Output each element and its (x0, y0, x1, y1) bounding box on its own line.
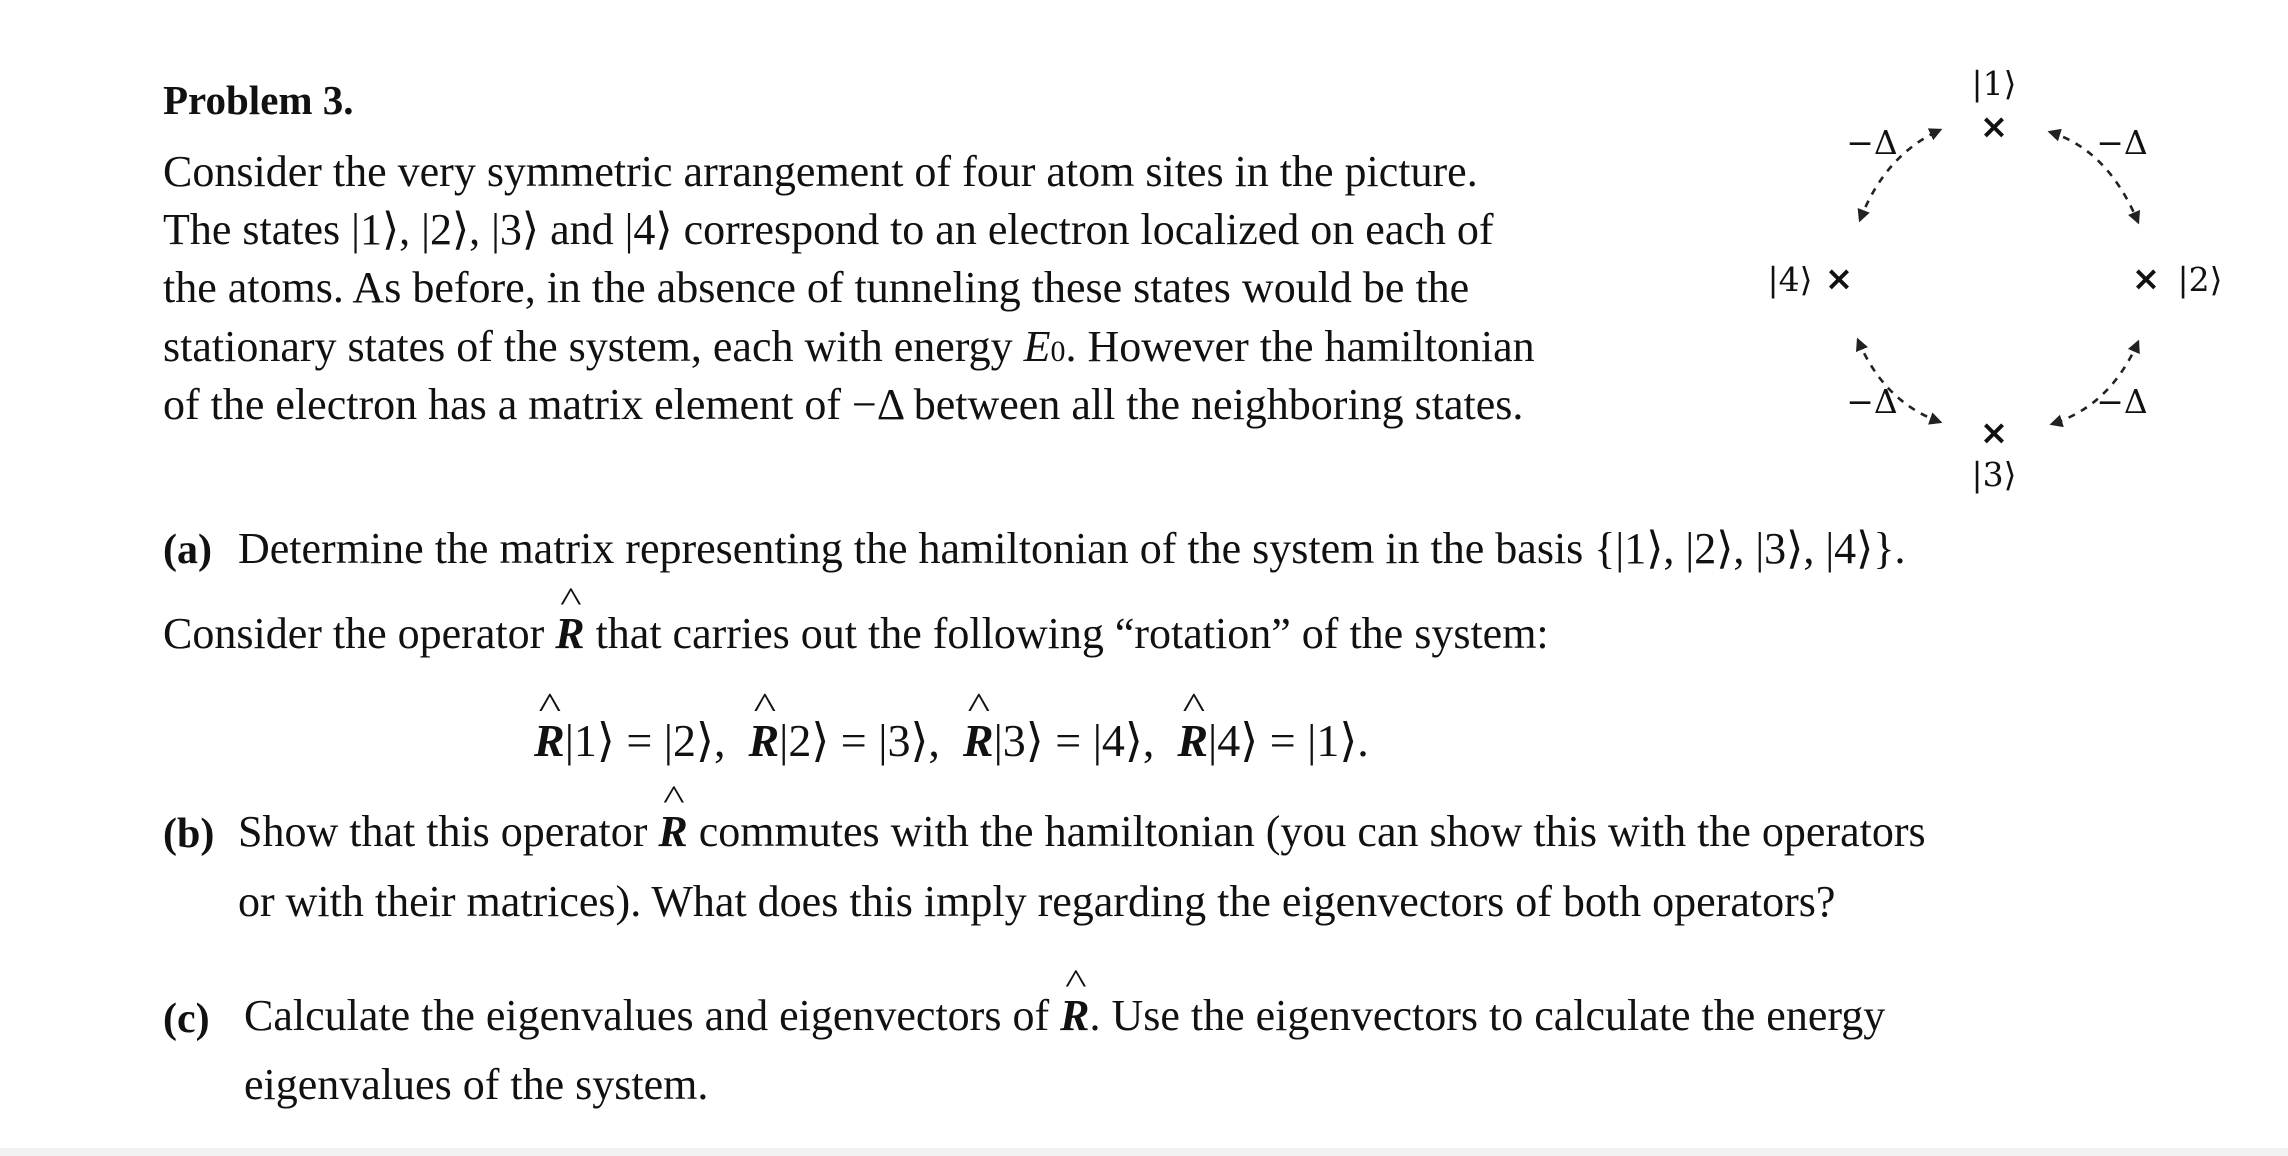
energy-subscript: 0 (1050, 335, 1066, 368)
intro-line-2: The states |1⟩, |2⟩, |3⟩ and |4⟩ correspond to an electron localized on each of (163, 205, 1494, 254)
part-b-operator-symbol: ^ R (658, 810, 687, 854)
eq-operator-1: ^ R (534, 718, 565, 764)
part-b-line-2: or with their matrices). What does this imply regarding the eigenvectors of both operators? (238, 877, 1836, 926)
part-c-line-1-suffix: . Use the eigenvectors to calculate the energy (1089, 991, 1886, 1040)
four-site-ring-diagram (1760, 50, 2240, 500)
part-c-line-1-prefix: Calculate the eigenvalues and eigenvectors of (244, 991, 1061, 1040)
part-a-text: Determine the matrix representing the hamiltonian of the system in the basis {|1⟩, |2⟩, |3⟩, |4⟩}. (238, 524, 1906, 573)
eq-part-1: |1⟩ = |2⟩, (564, 715, 749, 766)
part-b-line-1-suffix: commutes with the hamiltonian (you can show this with the operators (687, 807, 1926, 856)
part-a-label: (a) (163, 527, 212, 573)
eq-operator-3: ^ R (963, 718, 994, 764)
coupling-label-3-4: −Δ (1846, 382, 1898, 421)
operator-intro-prefix: Consider the operator (163, 609, 556, 658)
part-b-line-1 (238, 807, 1926, 856)
coupling-label-1-2: −Δ (2096, 123, 2148, 162)
intro-line-4 (163, 322, 1535, 371)
part-c-line-1 (244, 991, 1886, 1040)
site-label-4: |4⟩ (1767, 260, 1813, 299)
site-marker-2: × (2131, 259, 2161, 299)
site-marker-4: × (1824, 259, 1854, 299)
part-c-operator-symbol: ^ R (1060, 994, 1089, 1038)
intro-line-4-suffix: . However the hamiltonian (1065, 322, 1535, 371)
rotation-equation (534, 715, 1369, 766)
part-b-line-1-prefix: Show that this operator (238, 807, 659, 856)
site-marker-1: × (1979, 107, 2009, 147)
intro-line-5: of the electron has a matrix element of −Δ between all the neighboring states. (163, 380, 1524, 429)
part-c-line-2: eigenvalues of the system. (244, 1060, 709, 1109)
site-marker-3: × (1979, 413, 2009, 453)
site-label-1: |1⟩ (1971, 64, 2017, 103)
problem-title: Problem 3. (163, 77, 354, 123)
eq-operator-4: ^ R (1177, 718, 1208, 764)
site-label-2: |2⟩ (2177, 260, 2223, 299)
operator-intro (163, 609, 1549, 658)
rotation-operator-symbol: ^ R (555, 612, 584, 656)
coupling-label-2-3: −Δ (2096, 382, 2148, 421)
site-label-3: |3⟩ (1971, 455, 2017, 494)
coupling-label-4-1: −Δ (1846, 123, 1898, 162)
operator-intro-suffix: that carries out the following “rotation” of the system: (584, 609, 1549, 658)
eq-operator-2: ^ R (748, 718, 779, 764)
part-c-label: (c) (163, 996, 210, 1042)
intro-line-1: Consider the very symmetric arrangement of four atom sites in the picture. (163, 147, 1478, 196)
eq-part-2: |2⟩ = |3⟩, (779, 715, 963, 766)
eq-part-4: |4⟩ = |1⟩. (1208, 715, 1369, 766)
energy-symbol: E (1023, 322, 1051, 371)
page-bottom-band (0, 1148, 2288, 1156)
intro-line-4-prefix: stationary states of the system, each with energy (163, 322, 1024, 371)
eq-part-3: |3⟩ = |4⟩, (993, 715, 1178, 766)
part-b-label: (b) (163, 811, 215, 857)
intro-line-3: the atoms. As before, in the absence of tunneling these states would be the (163, 263, 1470, 312)
